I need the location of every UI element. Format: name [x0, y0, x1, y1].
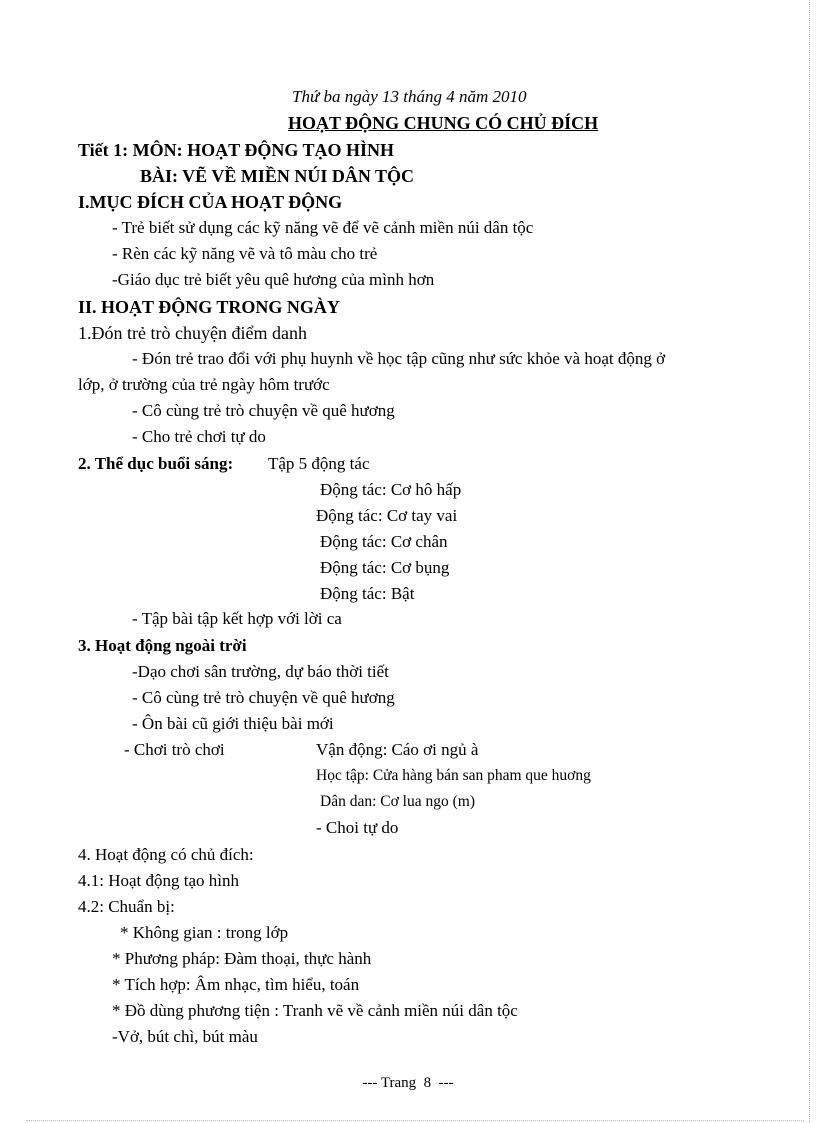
bottom-border: [26, 1120, 804, 1121]
text-line: -Dạo chơi sân trường, dự báo thời tiết: [132, 662, 389, 681]
text-line: -Giáo dục trẻ biết yêu quê hương của mình hơn: [112, 270, 435, 289]
subsection-heading: 4. Hoạt động có chủ đích:: [78, 845, 254, 864]
exercise-item: Động tác: Cơ chân: [320, 532, 448, 551]
lesson-title: BÀI: VẼ VỀ MIỀN NÚI DÂN TỘC: [140, 166, 415, 186]
text-line: - Trẻ biết sử dụng các kỹ năng vẽ để vẽ cảnh miền núi dân tộc: [112, 218, 534, 237]
text-line: Tập 5 động tác: [268, 454, 370, 473]
text-line: - Rèn các kỹ năng vẽ và tô màu cho trẻ: [112, 244, 378, 263]
game-item: Dân dan: Cơ lua ngo (m): [320, 793, 475, 810]
subsection-heading: 1.Đón trẻ trò chuyện điểm danh: [78, 323, 307, 343]
game-item: Học tập: Cửa hàng bán san pham que huơng: [316, 767, 591, 784]
text-line: - Cho trẻ chơi tự do: [132, 427, 266, 446]
text-line: - Chơi trò chơi: [124, 740, 225, 759]
text-line: - Cô cùng trẻ trò chuyện về quê hương: [132, 688, 395, 707]
section-heading-2: II. HOẠT ĐỘNG TRONG NGÀY: [78, 297, 340, 317]
text-line: - Đón trẻ trao đổi với phụ huynh về học tập cũng như sức khỏe và hoạt động ở: [132, 349, 666, 368]
game-item: - Choi tự do: [316, 818, 399, 837]
exercise-item: Động tác: Bật: [320, 584, 415, 603]
exercise-item: Động tác: Cơ hô hấp: [320, 480, 462, 499]
right-border: [809, 0, 810, 1123]
date-line: Thứ ba ngày 13 tháng 4 năm 2010: [292, 87, 527, 106]
text-line: - Tập bài tập kết hợp với lời ca: [132, 609, 342, 628]
lesson-heading: Tiết 1: MÔN: HOẠT ĐỘNG TẠO HÌNH: [78, 140, 395, 160]
subsection-heading: 2. Thể dục buổi sáng:: [78, 454, 234, 473]
exercise-item: Động tác: Cơ tay vai: [316, 506, 458, 525]
text-line: - Ôn bài cũ giới thiệu bài mới: [132, 714, 334, 733]
text-line: - Cô cùng trẻ trò chuyện về quê hương: [132, 401, 395, 420]
text-line: 4.1: Hoạt động tạo hình: [78, 871, 240, 890]
prep-item: * Đồ dùng phương tiện : Tranh vẽ về cảnh miền núi dân tộc: [112, 1001, 518, 1020]
exercise-item: Động tác: Cơ bụng: [320, 558, 450, 577]
prep-item: * Tích hợp: Âm nhạc, tìm hiểu, toán: [112, 975, 360, 994]
page-footer: --- Trang 8 ---: [362, 1075, 454, 1091]
prep-item: -Vở, bút chì, bút màu: [112, 1027, 258, 1046]
prep-item: * Phương pháp: Đàm thoại, thực hành: [112, 949, 372, 968]
game-item: Vận động: Cáo ơi ngủ à: [316, 740, 479, 759]
text-line: lớp, ở trường của trẻ ngày hôm trước: [78, 375, 330, 394]
main-title: HOẠT ĐỘNG CHUNG CÓ CHỦ ĐÍCH: [288, 113, 599, 133]
prep-item: * Không gian : trong lớp: [120, 923, 289, 942]
subsection-heading: 3. Hoạt động ngoài trời: [78, 636, 247, 655]
section-heading-1: I.MỤC ĐÍCH CỦA HOẠT ĐỘNG: [78, 192, 343, 212]
text-line: 4.2: Chuẩn bị:: [78, 897, 175, 916]
